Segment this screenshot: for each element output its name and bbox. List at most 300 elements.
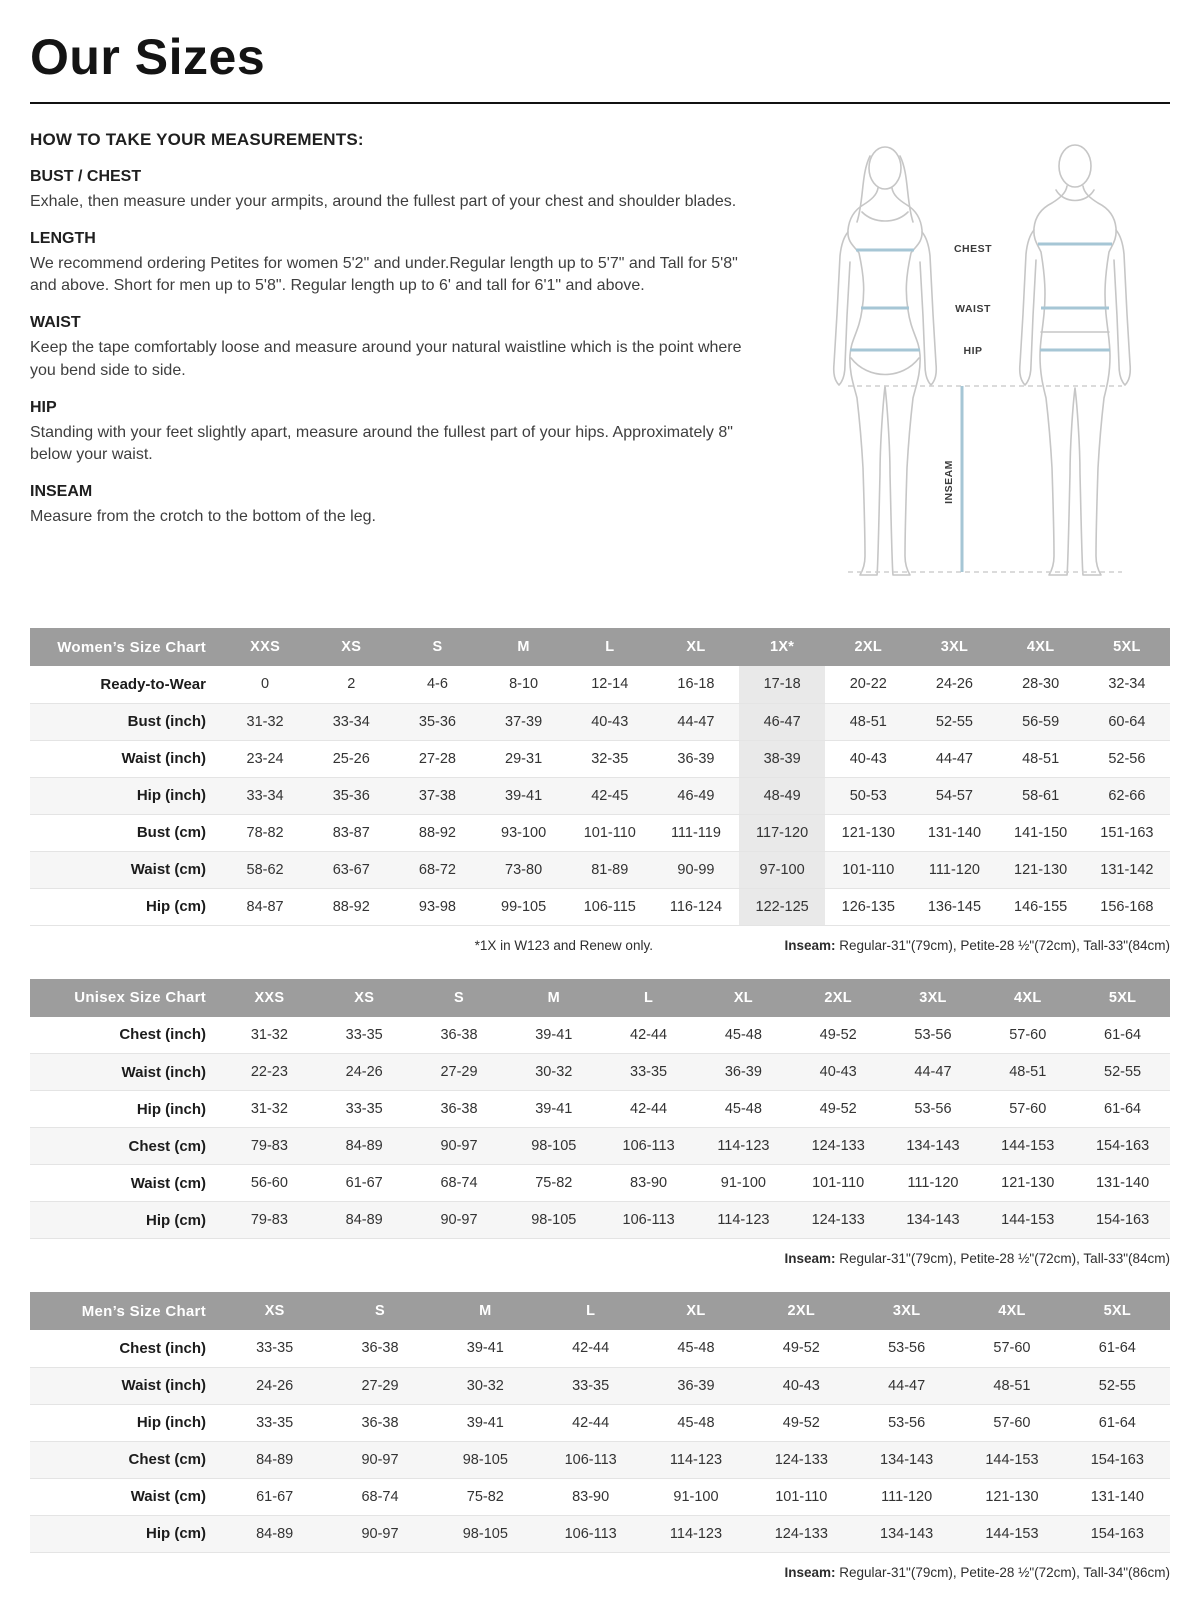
size-cell: 106-113: [564, 1451, 617, 1468]
row-label: Bust (cm): [136, 824, 206, 841]
size-cell: 0: [261, 676, 270, 693]
size-cell: 117-120: [739, 814, 825, 851]
section-title: BUST / CHEST: [30, 168, 142, 185]
size-cell: 151-163: [1100, 824, 1154, 841]
size-cell: 121-130: [985, 1488, 1039, 1505]
column-header: XXS: [222, 628, 308, 666]
size-cell: 52-56: [1108, 750, 1146, 767]
size-cell: 33-34: [246, 787, 284, 804]
section-text: We recommend ordering Petites for women 5'2" and under.Regular length up to 5'7" and Tall for 5'8" and above. Short for men up to 5'8". Regular length up to 6' and tall for 6'1" and above.: [30, 254, 738, 295]
size-cell: 78-82: [246, 824, 284, 841]
section-text: Exhale, then measure under your armpits, around the fullest part of your chest and shoulder blades.: [30, 193, 737, 210]
size-cell: 134-143: [880, 1451, 934, 1468]
size-cell: 68-74: [361, 1488, 399, 1505]
size-cell: 38-39: [739, 740, 825, 777]
size-cell: 136-145: [927, 898, 982, 915]
row-label: Bust (inch): [127, 713, 206, 730]
size-cell: 49-52: [782, 1340, 820, 1357]
size-cell: 35-36: [332, 787, 370, 804]
table-header: [30, 1292, 1170, 1330]
size-cell: 75-82: [466, 1488, 504, 1505]
size-cell: 49-52: [819, 1101, 857, 1117]
size-cell: 61-64: [1104, 1026, 1142, 1043]
column-header: 4XL: [980, 979, 1075, 1017]
size-cell: 17-18: [739, 666, 825, 703]
table-row: [30, 666, 1170, 703]
column-header: XS: [308, 628, 394, 666]
section-text: Standing with your feet slightly apart, measure around the fullest part of your hips. Approximately 8" below your waist.: [30, 423, 733, 464]
size-cell: 46-47: [739, 703, 825, 740]
section-text: Measure from the crotch to the bottom of the leg.: [30, 508, 376, 526]
size-cell: 58-62: [246, 861, 284, 878]
size-cell: 91-100: [673, 1488, 719, 1505]
size-cell: 106-113: [564, 1525, 617, 1542]
size-cell: 61-64: [1098, 1414, 1136, 1431]
size-cell: 4-6: [426, 676, 448, 693]
size-cell: 62-66: [1108, 787, 1146, 804]
table-row: [30, 1441, 1170, 1478]
size-cell: 45-48: [677, 1340, 715, 1357]
size-cell: 83-87: [332, 824, 370, 841]
column-header: XL: [643, 1292, 748, 1330]
size-cell: 22-23: [250, 1064, 288, 1080]
size-cell: 83-90: [630, 1175, 668, 1191]
size-cell: 98-105: [462, 1451, 508, 1468]
size-cell: 44-47: [914, 1064, 952, 1080]
size-cell: 49-52: [782, 1414, 820, 1431]
size-cell: 53-56: [888, 1414, 926, 1431]
row-label: Waist (cm): [130, 1488, 206, 1505]
size-cell: 106-115: [583, 898, 636, 915]
size-cell: 27-28: [418, 750, 456, 767]
row-label: Ready-to-Wear: [100, 675, 206, 693]
row-label: Hip (cm): [146, 1525, 206, 1542]
size-cell: 134-143: [906, 1138, 960, 1154]
size-cell: 99-105: [501, 898, 547, 915]
table-row: [30, 1091, 1170, 1128]
size-cell: 154-163: [1090, 1451, 1144, 1468]
size-cell: 111-120: [928, 861, 980, 878]
size-cell: 12-14: [591, 676, 629, 693]
size-cell: 106-113: [622, 1138, 675, 1154]
section-text: Keep the tape comfortably loose and measure around your natural waistline which is the point where you bend side to side.: [30, 339, 742, 379]
size-cell: 58-61: [1022, 787, 1060, 804]
table-header: [30, 628, 1170, 666]
size-cell: 144-153: [1001, 1138, 1055, 1154]
size-cell: 16-18: [677, 676, 715, 693]
size-cell: 48-51: [1009, 1064, 1047, 1080]
size-cell: 36-39: [677, 1377, 715, 1394]
size-cell: 98-105: [531, 1212, 577, 1228]
size-cell: 27-29: [440, 1064, 478, 1080]
size-cell: 121-130: [1014, 861, 1068, 878]
size-cell: 154-163: [1095, 1138, 1150, 1154]
table-body: [30, 1330, 1170, 1552]
size-cell: 146-155: [1014, 898, 1068, 915]
size-cell: 39-41: [505, 787, 543, 804]
column-header: 2XL: [791, 979, 886, 1017]
row-label: Chest (cm): [128, 1451, 206, 1468]
size-cell: 57-60: [993, 1340, 1031, 1357]
size-cell: 111-120: [881, 1488, 933, 1505]
measurement-figure: [772, 130, 1170, 602]
size-cell: 36-39: [724, 1064, 762, 1080]
size-cell: 101-110: [583, 824, 636, 841]
table-row: [30, 851, 1170, 888]
size-cell: 39-41: [535, 1101, 573, 1117]
instruction-section-bust-chest: [30, 168, 762, 214]
column-header: S: [327, 1292, 432, 1330]
table-title: Unisex Size Chart: [30, 979, 222, 1017]
size-cell: 131-140: [1095, 1175, 1150, 1191]
footnote-inseam: Inseam: Regular-31"(79cm), Petite-28 ½"(72cm), Tall-34"(86cm): [784, 1564, 1170, 1580]
column-header: 4XL: [998, 628, 1084, 666]
column-header: S: [394, 628, 480, 666]
size-cell: 35-36: [418, 713, 456, 730]
size-cell: 46-49: [677, 787, 715, 804]
table-header: [30, 979, 1170, 1017]
size-cell: 126-135: [841, 898, 895, 915]
section-title: INSEAM: [30, 483, 93, 501]
table-body: [30, 1017, 1170, 1239]
size-cell: 98-105: [462, 1525, 508, 1542]
size-cell: 36-38: [361, 1414, 399, 1431]
column-header: 3XL: [886, 979, 981, 1017]
size-cell: 44-47: [935, 750, 973, 767]
size-cell: 124-133: [811, 1138, 865, 1154]
table-row: [30, 1165, 1170, 1202]
column-header: 5XL: [1075, 979, 1170, 1017]
row-label: Waist (cm): [130, 1174, 206, 1192]
column-header: L: [567, 628, 653, 666]
size-tables: [30, 628, 1170, 1580]
size-cell: 154-163: [1090, 1525, 1144, 1542]
row-label: Hip (inch): [136, 1100, 206, 1118]
table-row: [30, 1367, 1170, 1404]
size-cell: 33-34: [332, 713, 370, 730]
size-cell: 61-64: [1098, 1340, 1136, 1357]
size-cell: 36-39: [677, 750, 715, 767]
section-title: HIP: [30, 398, 57, 416]
size-cell: 114-123: [669, 1525, 723, 1542]
table-row: [30, 888, 1170, 925]
size-cell: 36-38: [440, 1026, 478, 1043]
size-cell: 53-56: [914, 1101, 952, 1117]
size-cell: 61-64: [1104, 1101, 1142, 1117]
size-cell: 40-43: [782, 1377, 820, 1394]
size-cell: 52-55: [1104, 1064, 1142, 1080]
size-cell: 42-44: [630, 1026, 668, 1043]
size-cell: 8-10: [509, 676, 539, 693]
table-row: [30, 777, 1170, 814]
size-cell: 56-59: [1022, 713, 1060, 730]
measurement-guide: [30, 130, 1170, 602]
size-cell: 53-56: [888, 1340, 926, 1357]
size-cell: 116-124: [669, 898, 723, 915]
footnote-asterisk-note: *1X in W123 and Renew only.: [474, 937, 653, 953]
size-cell: 57-60: [993, 1414, 1031, 1431]
column-header: L: [601, 979, 696, 1017]
instruction-section-length: [30, 230, 762, 298]
size-cell: 40-43: [819, 1064, 857, 1080]
table-title: Women’s Size Chart: [30, 628, 222, 666]
row-label: Chest (inch): [119, 1026, 206, 1044]
size-cell: 131-140: [927, 824, 982, 841]
size-cell: 28-30: [1022, 676, 1060, 693]
size-cell: 49-52: [819, 1026, 857, 1043]
page-title: Our Sizes: [30, 29, 266, 85]
table-row: [30, 1054, 1170, 1091]
size-cell: 24-26: [345, 1064, 383, 1080]
size-cell: 24-26: [256, 1377, 294, 1394]
waist-label: WAIST: [955, 303, 991, 315]
unisex-size-chart: [30, 979, 1170, 1267]
size-cell: 32-35: [591, 750, 629, 767]
header-row: [30, 979, 1170, 1017]
size-cell: 32-34: [1108, 676, 1146, 693]
column-header: M: [506, 979, 601, 1017]
row-label: Waist (inch): [121, 1063, 206, 1081]
size-cell: 20-22: [849, 676, 887, 693]
size-cell: 84-89: [345, 1212, 383, 1228]
size-cell: 75-82: [535, 1175, 573, 1191]
size-cell: 106-113: [622, 1212, 675, 1228]
table-row: [30, 1330, 1170, 1367]
size-cell: 114-123: [669, 1451, 723, 1468]
size-cell: 84-87: [246, 898, 284, 915]
mens-size-chart: [30, 1292, 1170, 1580]
size-cell: 57-60: [1009, 1026, 1047, 1043]
footnote-inseam: Inseam: Regular-31"(79cm), Petite-28 ½"(72cm), Tall-33"(84cm): [784, 1251, 1170, 1266]
size-cell: 39-41: [535, 1026, 573, 1043]
size-cell: 154-163: [1095, 1212, 1150, 1228]
table-title: Men’s Size Chart: [30, 1292, 222, 1330]
size-cell: 79-83: [250, 1212, 288, 1228]
row-label: Chest (cm): [128, 1137, 206, 1155]
size-cell: 90-99: [677, 861, 715, 878]
table-row: [30, 1478, 1170, 1515]
size-cell: 44-47: [888, 1377, 926, 1394]
title-divider: [30, 102, 1170, 104]
instruction-section-hip: [30, 399, 762, 467]
table-row: [30, 1515, 1170, 1552]
size-cell: 39-41: [466, 1340, 504, 1357]
row-label: Hip (inch): [136, 787, 206, 804]
size-cell: 90-97: [440, 1212, 478, 1228]
size-cell: 121-130: [841, 824, 895, 841]
instruction-section-waist: [30, 314, 762, 382]
size-cell: 81-89: [591, 861, 629, 878]
section-title: WAIST: [30, 314, 81, 332]
size-cell: 42-44: [630, 1101, 668, 1117]
table-body: [30, 666, 1170, 925]
column-header: S: [412, 979, 507, 1017]
size-cell: 91-100: [720, 1175, 766, 1191]
size-cell: 84-89: [256, 1525, 294, 1542]
size-cell: 48-49: [739, 777, 825, 814]
unisex-size-chart-table: [30, 979, 1170, 1240]
column-header: M: [481, 628, 567, 666]
size-cell: 33-35: [345, 1026, 383, 1043]
size-cell: 73-80: [505, 861, 543, 878]
size-cell: 39-41: [466, 1414, 504, 1431]
womens-size-chart-table: [30, 628, 1170, 926]
size-cell: 37-39: [505, 713, 543, 730]
size-cell: 93-100: [501, 824, 547, 841]
size-cell: 88-92: [332, 898, 370, 915]
size-cell: 23-24: [246, 750, 284, 767]
table-row: [30, 703, 1170, 740]
column-header: XS: [222, 1292, 327, 1330]
size-cell: 114-123: [717, 1138, 770, 1154]
row-label: Waist (inch): [121, 1377, 206, 1394]
size-cell: 31-32: [250, 1101, 288, 1117]
size-cell: 42-44: [572, 1414, 610, 1431]
size-cell: 56-60: [250, 1175, 288, 1191]
size-cell: 33-35: [256, 1340, 294, 1357]
column-header: 3XL: [854, 1292, 959, 1330]
size-cell: 101-110: [775, 1488, 828, 1505]
chest-label: CHEST: [953, 243, 993, 255]
size-cell: 24-26: [935, 676, 973, 693]
size-cell: 61-67: [256, 1488, 294, 1505]
instruction-section-inseam: [30, 483, 762, 529]
size-cell: 68-74: [440, 1175, 478, 1191]
size-cell: 25-26: [332, 750, 370, 767]
column-header: 2XL: [825, 628, 911, 666]
table-row: [30, 1404, 1170, 1441]
row-label: Hip (cm): [146, 898, 206, 915]
column-header: XS: [317, 979, 412, 1017]
column-header: 4XL: [959, 1292, 1064, 1330]
size-cell: 79-83: [250, 1138, 288, 1154]
size-cell: 144-153: [985, 1451, 1039, 1468]
column-header: 5XL: [1065, 1292, 1170, 1330]
mens-size-chart-table: [30, 1292, 1170, 1553]
size-cell: 97-100: [739, 851, 825, 888]
size-cell: 40-43: [591, 713, 629, 730]
size-cell: 134-143: [906, 1212, 960, 1228]
size-cell: 101-110: [812, 1175, 865, 1191]
size-cell: 111-119: [670, 824, 721, 841]
size-cell: 45-48: [724, 1101, 762, 1117]
column-header: L: [538, 1292, 643, 1330]
size-cell: 83-90: [572, 1488, 610, 1505]
column-header: XXS: [222, 979, 317, 1017]
size-cell: 45-48: [724, 1026, 762, 1043]
size-cell: 31-32: [250, 1026, 288, 1043]
size-cell: 53-56: [914, 1026, 952, 1043]
size-cell: 40-43: [849, 750, 887, 767]
size-cell: 101-110: [842, 861, 895, 878]
size-cell: 2: [347, 676, 356, 693]
size-cell: 44-47: [677, 713, 715, 730]
row-label: Chest (inch): [119, 1339, 206, 1357]
size-cell: 48-51: [849, 713, 887, 730]
size-cell: 144-153: [985, 1525, 1039, 1542]
column-header: XL: [653, 628, 739, 666]
size-cell: 27-29: [361, 1377, 399, 1394]
size-cell: 31-32: [246, 713, 284, 730]
womens-size-chart: [30, 628, 1170, 953]
size-cell: 63-67: [332, 861, 370, 878]
size-cell: 131-142: [1100, 861, 1154, 878]
size-cell: 61-67: [345, 1175, 383, 1191]
size-cell: 90-97: [440, 1138, 478, 1154]
body-measurement-illustration: [790, 132, 1170, 602]
size-cell: 33-35: [630, 1064, 668, 1080]
size-cell: 33-35: [256, 1414, 294, 1431]
size-cell: 68-72: [418, 861, 456, 878]
size-cell: 36-38: [361, 1340, 399, 1357]
size-cell: 29-31: [505, 750, 543, 767]
size-cell: 48-51: [1022, 750, 1060, 767]
column-header: M: [433, 1292, 538, 1330]
size-cell: 84-89: [345, 1138, 383, 1154]
inseam-label: INSEAM: [943, 460, 955, 504]
size-cell: 124-133: [774, 1525, 828, 1542]
size-cell: 121-130: [1001, 1175, 1055, 1191]
size-cell: 30-32: [535, 1064, 573, 1080]
size-cell: 134-143: [880, 1525, 934, 1542]
table-footnotes: [30, 1565, 1170, 1580]
table-footnotes: [30, 1251, 1170, 1266]
table-row: [30, 1128, 1170, 1165]
size-cell: 52-55: [935, 713, 973, 730]
size-cell: 90-97: [361, 1451, 399, 1468]
size-cell: 156-168: [1100, 898, 1154, 915]
size-cell: 122-125: [739, 888, 825, 925]
size-cell: 124-133: [811, 1212, 865, 1228]
table-row: [30, 814, 1170, 851]
column-header: 1X*: [739, 628, 825, 666]
measurement-instructions: [30, 130, 772, 545]
row-label: Waist (cm): [130, 861, 206, 878]
size-cell: 57-60: [1009, 1101, 1047, 1117]
instructions-heading: HOW TO TAKE YOUR MEASUREMENTS:: [30, 130, 364, 149]
column-header: 5XL: [1084, 628, 1170, 666]
size-cell: 88-92: [418, 824, 456, 841]
row-label: Hip (inch): [136, 1414, 206, 1431]
size-cell: 144-153: [1001, 1212, 1055, 1228]
size-cell: 48-51: [993, 1377, 1031, 1394]
size-cell: 52-55: [1098, 1377, 1136, 1394]
table-row: [30, 740, 1170, 777]
table-footnotes: [30, 938, 1170, 953]
size-cell: 93-98: [418, 898, 456, 915]
size-cell: 36-38: [440, 1101, 478, 1117]
size-cell: 124-133: [774, 1451, 828, 1468]
table-row: [30, 1202, 1170, 1239]
size-cell: 84-89: [256, 1451, 294, 1468]
footnote-inseam: Inseam: Regular-31"(79cm), Petite-28 ½"(72cm), Tall-33"(84cm): [784, 937, 1170, 953]
size-cell: 141-150: [1014, 824, 1068, 841]
size-cell: 37-38: [418, 787, 456, 804]
size-cell: 50-53: [849, 787, 887, 804]
size-cell: 30-32: [466, 1377, 504, 1394]
size-cell: 54-57: [935, 787, 973, 804]
size-cell: 60-64: [1108, 713, 1146, 730]
header-row: [30, 628, 1170, 666]
column-header: XL: [696, 979, 791, 1017]
column-header: 2XL: [749, 1292, 854, 1330]
header-row: [30, 1292, 1170, 1330]
row-label: Waist (inch): [121, 750, 206, 767]
table-row: [30, 1017, 1170, 1054]
size-cell: 111-120: [907, 1175, 959, 1191]
size-cell: 114-123: [717, 1212, 770, 1228]
hip-label: HIP: [963, 345, 983, 357]
